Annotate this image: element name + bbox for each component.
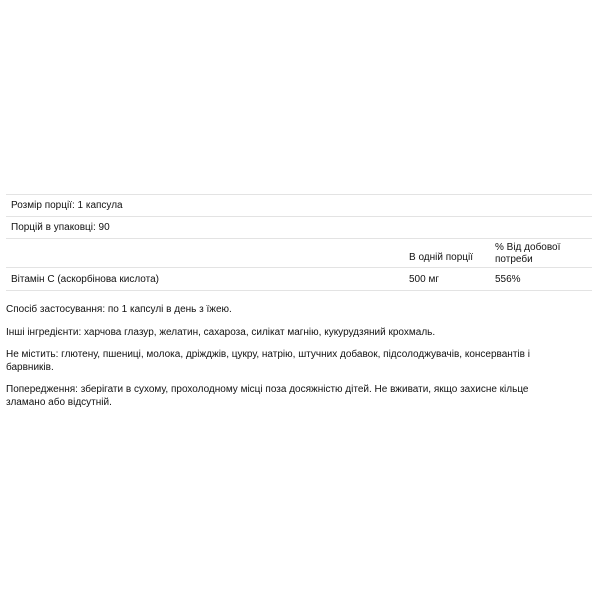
- supplement-facts-table: [6, 194, 592, 291]
- usage-text: Спосіб застосування: по 1 капсулі в день з їжею.: [6, 304, 232, 315]
- daily-value-header: % Від добової потреби: [495, 242, 561, 265]
- does-not-contain-text: Не містить: глютену, пшениці, молока, дріжджів, цукру, натрію, штучних добавок, підсолоджувачів, консервантів і барвників.: [6, 349, 530, 373]
- table-header-row: [6, 238, 592, 267]
- warning-text: Попередження: зберігати в сухому, прохолодному місці поза досяжністю дітей. Не вживати, якщо захисне кільце зламано або відсутній.: [6, 384, 529, 408]
- nutrient-daily-value: 556%: [495, 274, 521, 285]
- other-ingredients-text: Інші інгредієнти: харчова глазур, желатин, сахароза, силікат магнію, кукурудзяний крохмаль.: [6, 326, 436, 338]
- nutrient-name: Вітамін C (аскорбінова кислота): [11, 274, 160, 285]
- table-row: [6, 267, 592, 291]
- per-serving-header: В одній порції: [409, 252, 473, 263]
- nutrient-amount: 500 мг: [409, 274, 439, 285]
- serving-size-row: [6, 194, 592, 216]
- product-notes: [6, 304, 566, 419]
- servings-per-container-row: [6, 216, 592, 238]
- serving-size-text: Розмір порції: 1 капсула: [11, 200, 123, 211]
- servings-per-container-text: Порцій в упаковці: 90: [11, 222, 110, 233]
